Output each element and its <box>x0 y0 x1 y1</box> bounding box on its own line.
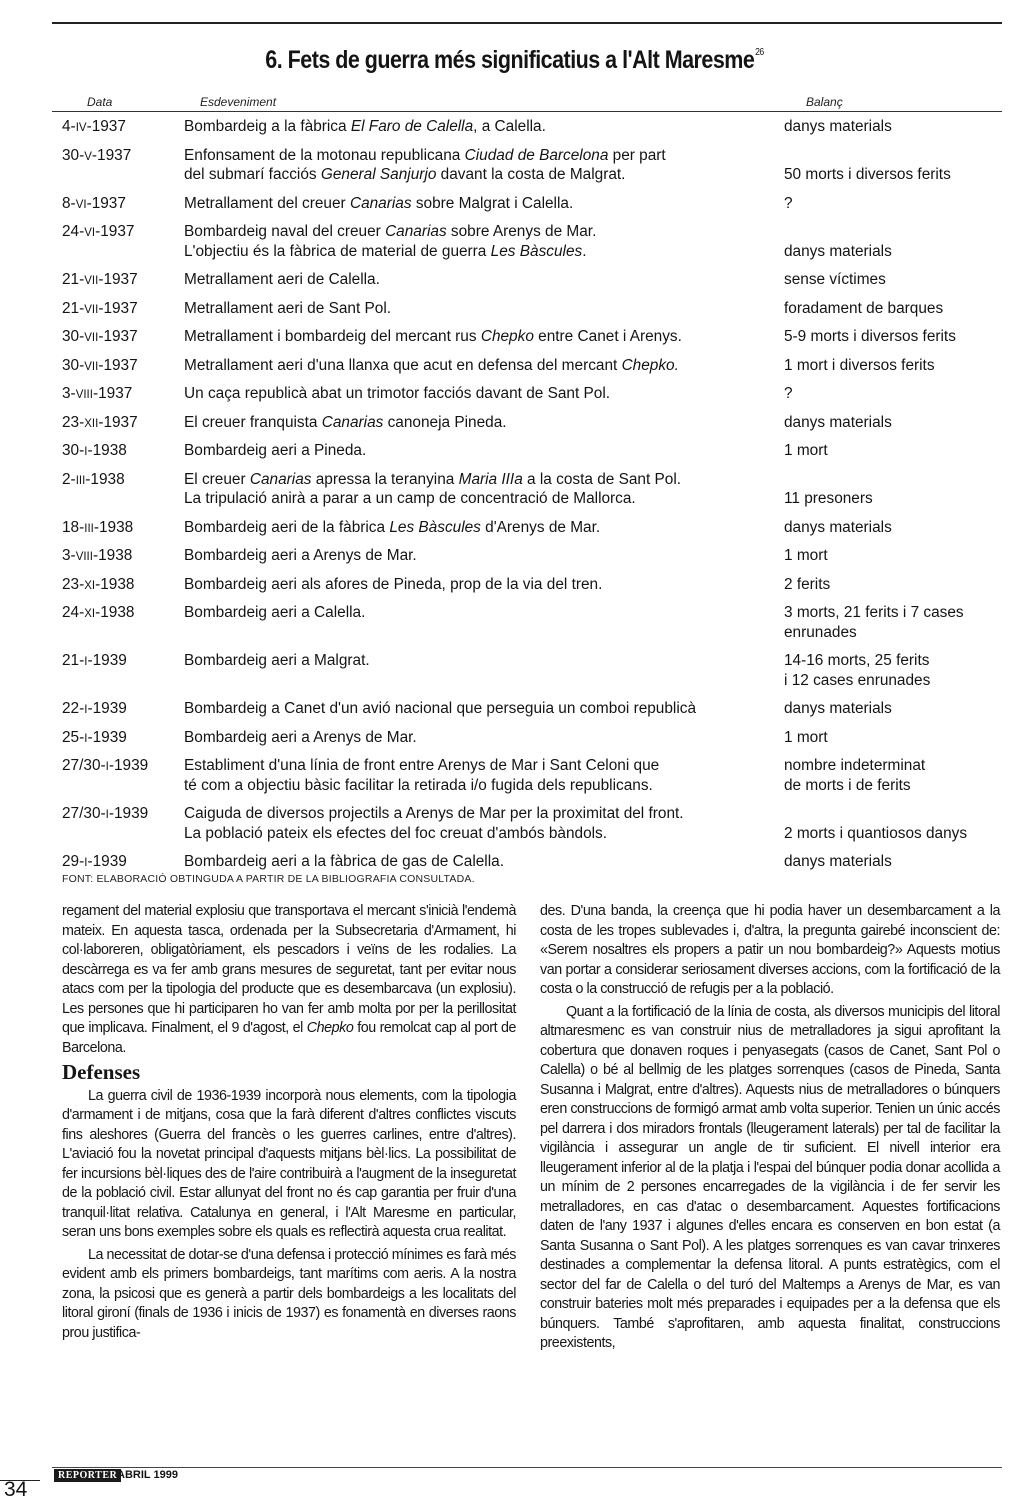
balance-line: danys materials <box>784 242 892 260</box>
description-line <box>184 441 769 461</box>
date-part: -1939 <box>87 728 127 746</box>
event-balance <box>784 117 989 137</box>
date-part: 30- <box>62 328 85 345</box>
description-line <box>184 699 769 719</box>
balance-line: danys materials <box>784 518 892 536</box>
description-line <box>184 146 769 166</box>
text-run: des. D'una banda, la creença que hi podia haver un desembarcament a la costa de les tropes sublevades i, d'altra, la pregunta gairebé inconscient de: «Serem nosaltres els propers a patir un nou bombardeig?» Aquests motius van portar a considerar seriosament diverses accions, com la fortificació de la costa o la construcció de refugis per a la població. <box>540 903 1000 997</box>
balance-line: 50 morts i diversos ferits <box>784 166 951 183</box>
text-run: per part <box>608 146 666 164</box>
description-line <box>184 413 769 433</box>
event-row <box>0 847 1029 876</box>
description-line <box>184 804 769 824</box>
article-column-right <box>540 902 1000 1354</box>
event-row <box>0 513 1029 542</box>
event-date <box>62 651 127 673</box>
date-part: 22- <box>62 700 85 717</box>
event-balance <box>784 852 989 872</box>
description-line <box>184 165 769 185</box>
magazine-logo: REPORTER <box>54 1469 121 1482</box>
description-line <box>184 756 769 776</box>
article-paragraph <box>62 902 516 1058</box>
date-part: -1937 <box>91 146 132 164</box>
balance-line: 1 mort <box>784 547 828 564</box>
date-part: 30- <box>62 356 85 374</box>
balance-line: sense víctimes <box>784 271 886 288</box>
italic-title: Chepko <box>480 328 534 345</box>
description-line <box>184 470 769 490</box>
date-part: -1938 <box>95 575 135 593</box>
month-numeral: III <box>84 522 94 535</box>
text-run: Un caça republicà abat un trimotor facciós davant de Sant Pol. <box>184 385 611 402</box>
month-numeral: I <box>84 656 88 668</box>
balance-line: 3 morts, 21 ferits i 7 cases <box>784 604 964 621</box>
events-table <box>0 112 1029 876</box>
event-description <box>184 441 769 461</box>
month-numeral: I <box>84 446 88 458</box>
text-run: sobre Arenys de Mar. <box>446 223 597 240</box>
text-run: fou remolcat cap al port de Barcelona. <box>62 1020 516 1056</box>
event-row <box>0 408 1029 437</box>
description-line <box>184 575 769 595</box>
event-description <box>184 194 769 214</box>
event-balance <box>784 603 989 642</box>
date-part: -1937 <box>98 356 138 374</box>
event-balance <box>784 356 989 376</box>
text-run: Metrallament aeri d'una llanxa que acut en defensa del mercant <box>184 356 622 374</box>
event-date <box>62 413 138 435</box>
event-balance <box>784 194 989 214</box>
date-part: -1937 <box>98 271 138 288</box>
balance-line: danys materials <box>784 413 892 431</box>
balance-line: 2 ferits <box>784 575 831 593</box>
italic-title: El Faro de Calella <box>350 118 474 135</box>
balance-line: 11 presoners <box>784 490 873 507</box>
month-numeral: I <box>84 857 88 869</box>
date-part: -1937 <box>86 194 126 212</box>
text-run: Metrallament del creuer <box>184 194 350 212</box>
description-line <box>184 603 769 623</box>
italic-title: Ciudad de Barcelona <box>464 146 609 164</box>
month-numeral: VII <box>84 303 99 316</box>
balance-line: de morts i de ferits <box>784 776 911 794</box>
event-date <box>62 603 135 625</box>
event-row <box>0 322 1029 351</box>
text-run: La població pateix els efectes del foc creuat d'ambós bàndols. <box>184 824 608 842</box>
description-line <box>184 546 769 566</box>
month-numeral: VI <box>84 227 96 239</box>
event-description <box>184 384 769 404</box>
text-run: La necessitat de dotar-se d'una defensa i protecció mínimes es farà més evident amb els primers bombardeigs, tant marítims com aeris. A la nostra zona, la psicosi que es generà a partir dels bombardeigs a les localitats del litoral gironí (finals de 1936 i inicis de 1937) es fonamentà en diverses raons prou justifica- <box>62 1246 516 1341</box>
event-row <box>0 751 1029 799</box>
date-part: 30- <box>62 442 85 459</box>
date-part: -1937 <box>92 385 133 402</box>
text-run: La guerra civil de 1936-1939 incorporà nous elements, com la tipologia d'armament i de mitjans, cosa que la farà diferent d'altres conflictes viscuts fins aleshores (Guerra del francès o les guerres carlines, entre d'altres). L'aviació fou la novetat principal d'aquests mitjans bèl·lics. La possibilitat de fer incursions bèl·liques des de l'aire contribuirà a l'augment de la inseguretat de la població civil. Estar allunyat del front no és cap garantia per fruir d'una tranquil·litat relativa. Catalunya en general, i l'Alt Maresme en particular, seran uns bons exemples sobre els quals es reflectirà aquesta crua realitat. <box>62 1087 516 1240</box>
description-line <box>184 852 769 872</box>
page-number: 34 <box>4 1478 28 1501</box>
balance-line: enrunades <box>784 623 857 641</box>
event-description <box>184 356 769 376</box>
event-description <box>184 699 769 719</box>
event-balance <box>784 518 989 538</box>
description-line <box>184 728 769 748</box>
text-run: Caiguda de diversos projectils a Arenys de Mar per la proximitat del front. <box>184 805 684 822</box>
event-balance <box>784 575 989 595</box>
event-date <box>62 222 135 244</box>
event-date <box>62 804 148 826</box>
event-row <box>0 379 1029 408</box>
balance-line: 2 morts i quantiosos danys <box>784 824 968 842</box>
event-balance <box>784 824 989 844</box>
event-description <box>184 728 769 748</box>
text-run: El creuer franquista <box>184 413 322 431</box>
text-run: d'Arenys de Mar. <box>480 518 601 536</box>
event-date <box>62 546 132 568</box>
event-row <box>0 141 1029 189</box>
date-part: -1939 <box>87 853 127 870</box>
text-run: davant la costa de Malgrat. <box>436 166 626 183</box>
article-paragraph <box>540 902 1000 1000</box>
date-part: 29- <box>62 853 85 870</box>
month-numeral: VII <box>84 360 99 373</box>
month-numeral: XII <box>84 417 99 430</box>
description-line <box>184 194 769 214</box>
text-run: Bombardeig aeri a Arenys de Mar. <box>184 728 417 746</box>
article-paragraph <box>62 1087 516 1243</box>
event-date <box>62 575 135 597</box>
text-run: canoneja Pineda. <box>383 413 507 431</box>
event-row <box>0 541 1029 570</box>
text-run: Bombardeig aeri a Malgrat. <box>184 652 370 669</box>
event-date <box>62 728 127 750</box>
event-description <box>184 413 769 433</box>
event-balance <box>784 699 989 719</box>
event-balance <box>784 413 989 433</box>
table-source: FONT: ELABORACIÓ OBTINGUDA A PARTIR DE LA BIBLIOGRAFIA CONSULTADA. <box>62 873 475 885</box>
event-row <box>0 694 1029 723</box>
month-numeral: VIII <box>75 389 93 401</box>
description-line <box>184 824 769 844</box>
balance-line: nombre indeterminat <box>784 757 926 774</box>
event-description <box>184 852 769 872</box>
header-balance: Balanç <box>806 95 843 109</box>
event-date <box>62 117 126 139</box>
event-balance <box>784 299 989 319</box>
month-numeral: III <box>75 474 86 487</box>
text-run: sobre Malgrat i Calella. <box>411 194 574 212</box>
text-run: del submarí facciós <box>184 166 321 183</box>
event-row <box>0 723 1029 752</box>
text-run: Bombardeig aeri a Arenys de Mar. <box>184 547 417 564</box>
event-date <box>62 441 127 463</box>
description-line <box>184 384 769 404</box>
date-part: 3- <box>62 547 76 564</box>
footnote-reference: 26 <box>755 47 764 58</box>
event-row <box>0 436 1029 465</box>
text-run: Bombardeig aeri a la fàbrica de gas de Calella. <box>184 853 504 870</box>
text-run: Enfonsament de la motonau republicana <box>184 146 465 164</box>
event-description <box>184 117 769 137</box>
event-balance <box>784 384 989 404</box>
month-numeral: V <box>84 150 92 163</box>
event-description <box>184 804 769 843</box>
event-row <box>0 294 1029 323</box>
date-part: 25- <box>62 728 85 746</box>
event-date <box>62 327 138 349</box>
event-description <box>184 146 769 185</box>
event-date <box>62 756 148 778</box>
text-run: entre Canet i Arenys. <box>533 328 682 345</box>
date-part: 23- <box>62 575 85 593</box>
balance-line: ? <box>784 194 793 212</box>
balance-line: danys materials <box>784 118 892 135</box>
event-row <box>0 189 1029 218</box>
event-description <box>184 270 769 290</box>
description-line <box>184 242 769 262</box>
description-line <box>184 356 769 376</box>
description-line <box>184 222 769 242</box>
event-description <box>184 222 769 261</box>
event-row <box>0 465 1029 513</box>
event-balance <box>784 270 989 290</box>
date-part: 27/30- <box>62 805 106 822</box>
text-run: . <box>582 242 587 260</box>
balance-line: i 12 cases enrunades <box>784 671 931 689</box>
date-part: -1938 <box>93 518 134 536</box>
italic-title: Chepko. <box>621 356 679 374</box>
date-part: -1938 <box>87 442 127 459</box>
date-part: 18- <box>62 518 85 536</box>
header-date: Data <box>87 95 113 109</box>
description-line <box>184 776 769 796</box>
event-description <box>184 651 769 671</box>
italic-title: Canarias <box>349 194 412 212</box>
text-run: Establiment d'una línia de front entre Arenys de Mar i Sant Celoni que <box>184 757 660 774</box>
event-balance <box>784 651 989 690</box>
month-numeral: XI <box>84 608 96 620</box>
text-run: Bombardeig aeri a Pineda. <box>184 442 367 459</box>
date-part: 27/30- <box>62 757 106 774</box>
event-date <box>62 299 138 321</box>
italic-title: Chepko <box>306 1020 354 1036</box>
text-run: El creuer <box>184 470 250 488</box>
month-numeral: I <box>84 704 88 716</box>
date-part: -1938 <box>92 547 133 564</box>
event-row <box>0 265 1029 294</box>
text-run: Bombardeig aeri a Calella. <box>184 604 366 621</box>
italic-title: Canarias <box>249 470 312 488</box>
italic-title: Maria IIIa <box>458 470 523 488</box>
event-description <box>184 299 769 319</box>
text-run: apressa la teranyina <box>311 470 459 488</box>
section-heading: Defenses <box>62 1060 141 1084</box>
event-date <box>62 194 126 216</box>
text-run: Bombardeig a Canet d'un avió nacional que perseguia un comboi republicà <box>184 700 697 717</box>
month-numeral: XI <box>84 579 96 592</box>
event-description <box>184 518 769 538</box>
event-balance <box>784 441 989 461</box>
text-run: Metrallament i bombardeig del mercant rus <box>184 328 481 345</box>
event-balance <box>784 327 989 347</box>
top-rule <box>52 22 1002 24</box>
balance-line: ? <box>784 385 793 402</box>
event-row <box>0 646 1029 694</box>
text-run: a la costa de Sant Pol. <box>522 470 682 488</box>
month-numeral: I <box>105 809 109 821</box>
event-row <box>0 112 1029 141</box>
text-run: regament del material explosiu que transportava el mercant s'inicià l'endemà mateix. En aquesta tasca, ordenada per la Subsecretaria d'Armament, hi col·laboreren, obligatòriament, els pescadors i veïns de les rodalies. La descàrrega es va fer amb grans mesures de seguretat, tant per evitar nous atacs com per la tipologia del producte que es desembarcava (un explosiu). Les persones que hi participaren ho van fer amb molta por per la perillositat que implicava. Finalment, el 9 d'agost, el <box>62 903 516 1036</box>
event-balance <box>784 165 989 185</box>
text-run: Bombardeig a la fàbrica <box>184 118 351 135</box>
description-line <box>184 518 769 538</box>
date-part: -1937 <box>95 223 135 240</box>
month-numeral: I <box>84 732 88 745</box>
event-date <box>62 518 133 540</box>
date-part: -1939 <box>108 805 149 822</box>
text-run: La tripulació anirà a parar a un camp de concentració de Mallorca. <box>184 490 636 507</box>
event-balance <box>784 242 989 262</box>
event-date <box>62 384 132 406</box>
event-row <box>0 799 1029 847</box>
balance-line: danys materials <box>784 853 892 870</box>
month-numeral: VIII <box>75 551 93 563</box>
event-balance <box>784 546 989 566</box>
description-line <box>184 651 769 671</box>
month-numeral: VII <box>84 275 99 287</box>
date-part: 24- <box>62 604 85 621</box>
event-date <box>62 356 138 378</box>
text-run: Bombardeig naval del creuer <box>184 223 386 240</box>
event-row <box>0 598 1029 646</box>
date-part: 2- <box>62 470 76 488</box>
balance-line: 1 mort <box>784 728 828 746</box>
event-date <box>62 146 131 168</box>
date-part: -1937 <box>98 413 138 431</box>
italic-title: Canarias <box>321 413 384 431</box>
date-part: -1937 <box>98 299 138 317</box>
text-run: Quant a la fortificació de la línia de costa, als diversos municipis del litoral altmaresmenc es van construir nius de metralladores ja sigui aprofitant la cobertura que donaven roques i penyasegats (casos de Canet, Sant Pol o Calella) o bé al bellmig de les platges sorrenques (casos de Pineda, Santa Susanna i Malgrat, entre d'altres). Aquests nius de metralladores o búnquers eren construccions de formigó armat amb volta superior. Tenien un únic accés pel darrera i dos miradors frontals (lleugerament laterals) per tal de facilitar la vigilància i assegurar un angle de tir suficient. El nivell interior era lleugerament inferior al de la platja i l'espai del búnquer podia donar acollida a un mínim de 2 persones encarregades de la vigilància i de fer servir les metralladores, en cas d'atac o desembarcament. Aquestes fortificacions daten de l'any 1937 i algunes d'elles encara es conserven en bon estat (a Santa Susanna o Sant Pol). A les platges sorrenques es van cavar trinxeres destinades a complementar la defensa litoral. A punts estratègics, com el sector del far de Calella o del turó del Maltemps a Arenys de Mar, es van construir bateries molt més preparades i equipades per a la defensa que els búnquers. També s'aprofitaren, amb aquesta finalitat, construccions preexistents, <box>540 1003 1000 1351</box>
event-date <box>62 270 138 292</box>
month-numeral: IV <box>75 122 87 134</box>
article-column-left <box>62 902 516 1343</box>
date-part: 23- <box>62 413 85 431</box>
event-date <box>62 470 125 492</box>
balance-line: danys materials <box>784 700 892 717</box>
date-part: 21- <box>62 271 85 288</box>
month-numeral: VI <box>75 198 87 211</box>
date-part: -1938 <box>95 604 135 621</box>
italic-title: Les Bàscules <box>490 242 583 260</box>
event-row <box>0 351 1029 380</box>
event-description <box>184 603 769 623</box>
table-title: 6. Fets de guerra més significatius a l'Alt Maresme$^{26}$ <box>265 46 764 74</box>
balance-line: 1 mort i diversos ferits <box>784 356 935 374</box>
balance-line: foradament de barques <box>784 299 944 317</box>
article-paragraph <box>540 1003 1000 1354</box>
date-part: 21- <box>62 299 85 317</box>
date-part: 24- <box>62 223 85 240</box>
event-row <box>0 217 1029 265</box>
text-run: Bombardeig aeri als afores de Pineda, prop de la via del tren. <box>184 575 603 593</box>
date-part: -1938 <box>85 470 125 488</box>
event-balance <box>784 489 989 509</box>
date-part: 30- <box>62 146 85 164</box>
description-line <box>184 489 769 509</box>
event-balance <box>784 728 989 748</box>
date-part: -1939 <box>108 757 149 774</box>
text-run: Metrallament aeri de Calella. <box>184 271 380 288</box>
event-description <box>184 546 769 566</box>
event-balance <box>784 756 989 795</box>
description-line <box>184 270 769 290</box>
date-part: 8- <box>62 194 76 212</box>
italic-title: Canarias <box>385 223 447 240</box>
date-part: 3- <box>62 385 76 402</box>
balance-line: 5-9 morts i diversos ferits <box>784 328 956 345</box>
description-line <box>184 117 769 137</box>
date-part: -1937 <box>98 328 138 345</box>
header-event: Esdeveniment <box>200 95 277 109</box>
date-part: -1939 <box>87 700 127 717</box>
article-paragraph <box>62 1246 516 1344</box>
text-run: Metrallament aeri de Sant Pol. <box>184 299 392 317</box>
event-date <box>62 699 127 721</box>
footer-rule <box>52 1467 1002 1468</box>
date-part: 21- <box>62 652 85 669</box>
date-part: -1937 <box>86 118 126 135</box>
event-date <box>62 852 127 874</box>
text-run: , a Calella. <box>473 118 546 135</box>
event-description <box>184 327 769 347</box>
month-numeral: I <box>105 761 109 773</box>
text-run: Bombardeig aeri de la fàbrica <box>184 518 390 536</box>
event-description <box>184 575 769 595</box>
event-description <box>184 470 769 509</box>
date-part: -1939 <box>87 652 127 669</box>
description-line <box>184 299 769 319</box>
event-row <box>0 570 1029 599</box>
date-part: 4- <box>62 118 76 135</box>
text-run: té com a objectiu bàsic facilitar la retirada i/o fugida dels republicans. <box>184 776 653 794</box>
balance-line: 14-16 morts, 25 ferits <box>784 652 930 669</box>
italic-title: General Sanjurjo <box>320 166 437 183</box>
description-line <box>184 327 769 347</box>
month-numeral: VII <box>84 332 99 344</box>
event-description <box>184 756 769 795</box>
text-run: L'objectiu és la fàbrica de material de guerra <box>184 242 491 260</box>
issue-date: ABRIL 1999 <box>117 1469 178 1481</box>
italic-title: Les Bàscules <box>389 518 481 536</box>
balance-line: 1 mort <box>784 442 828 459</box>
